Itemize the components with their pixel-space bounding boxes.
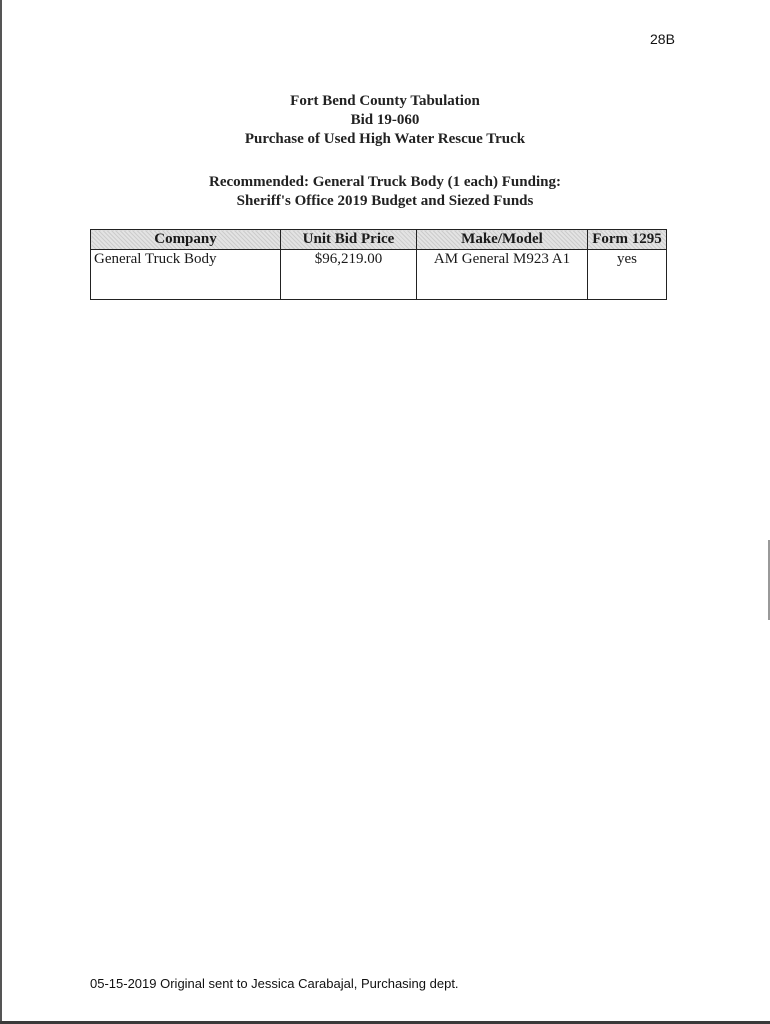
scan-edge-left xyxy=(0,0,2,1024)
column-header-unit-bid-price: Unit Bid Price xyxy=(281,230,417,250)
table-row xyxy=(91,250,667,300)
page-number: 28B xyxy=(650,31,675,47)
title-line-purchase: Purchase of Used High Water Rescue Truck xyxy=(244,131,526,147)
document-title xyxy=(0,92,770,149)
cell-company: General Truck Body xyxy=(91,250,281,300)
bid-tabulation-table xyxy=(90,229,667,300)
column-header-form-1295: Form 1295 xyxy=(588,230,667,250)
title-line-county: Fort Bend County Tabulation xyxy=(290,93,480,109)
footer-note: 05-15-2019 Original sent to Jessica Carabajal, Purchasing dept. xyxy=(90,976,459,991)
column-header-make-model: Make/Model xyxy=(417,230,588,250)
cell-form-1295: yes xyxy=(588,250,667,300)
recommendation-block xyxy=(0,173,770,211)
cell-make-model: AM General M923 A1 xyxy=(417,250,588,300)
table-header-row xyxy=(91,230,667,250)
recommendation-line: Recommended: General Truck Body (1 each) Funding: xyxy=(209,174,561,190)
cell-unit-bid-price: $96,219.00 xyxy=(281,250,417,300)
funding-line: Sheriff's Office 2019 Budget and Siezed Funds xyxy=(236,193,534,209)
column-header-company: Company xyxy=(91,230,281,250)
title-line-bid-number: Bid 19-060 xyxy=(350,112,420,128)
